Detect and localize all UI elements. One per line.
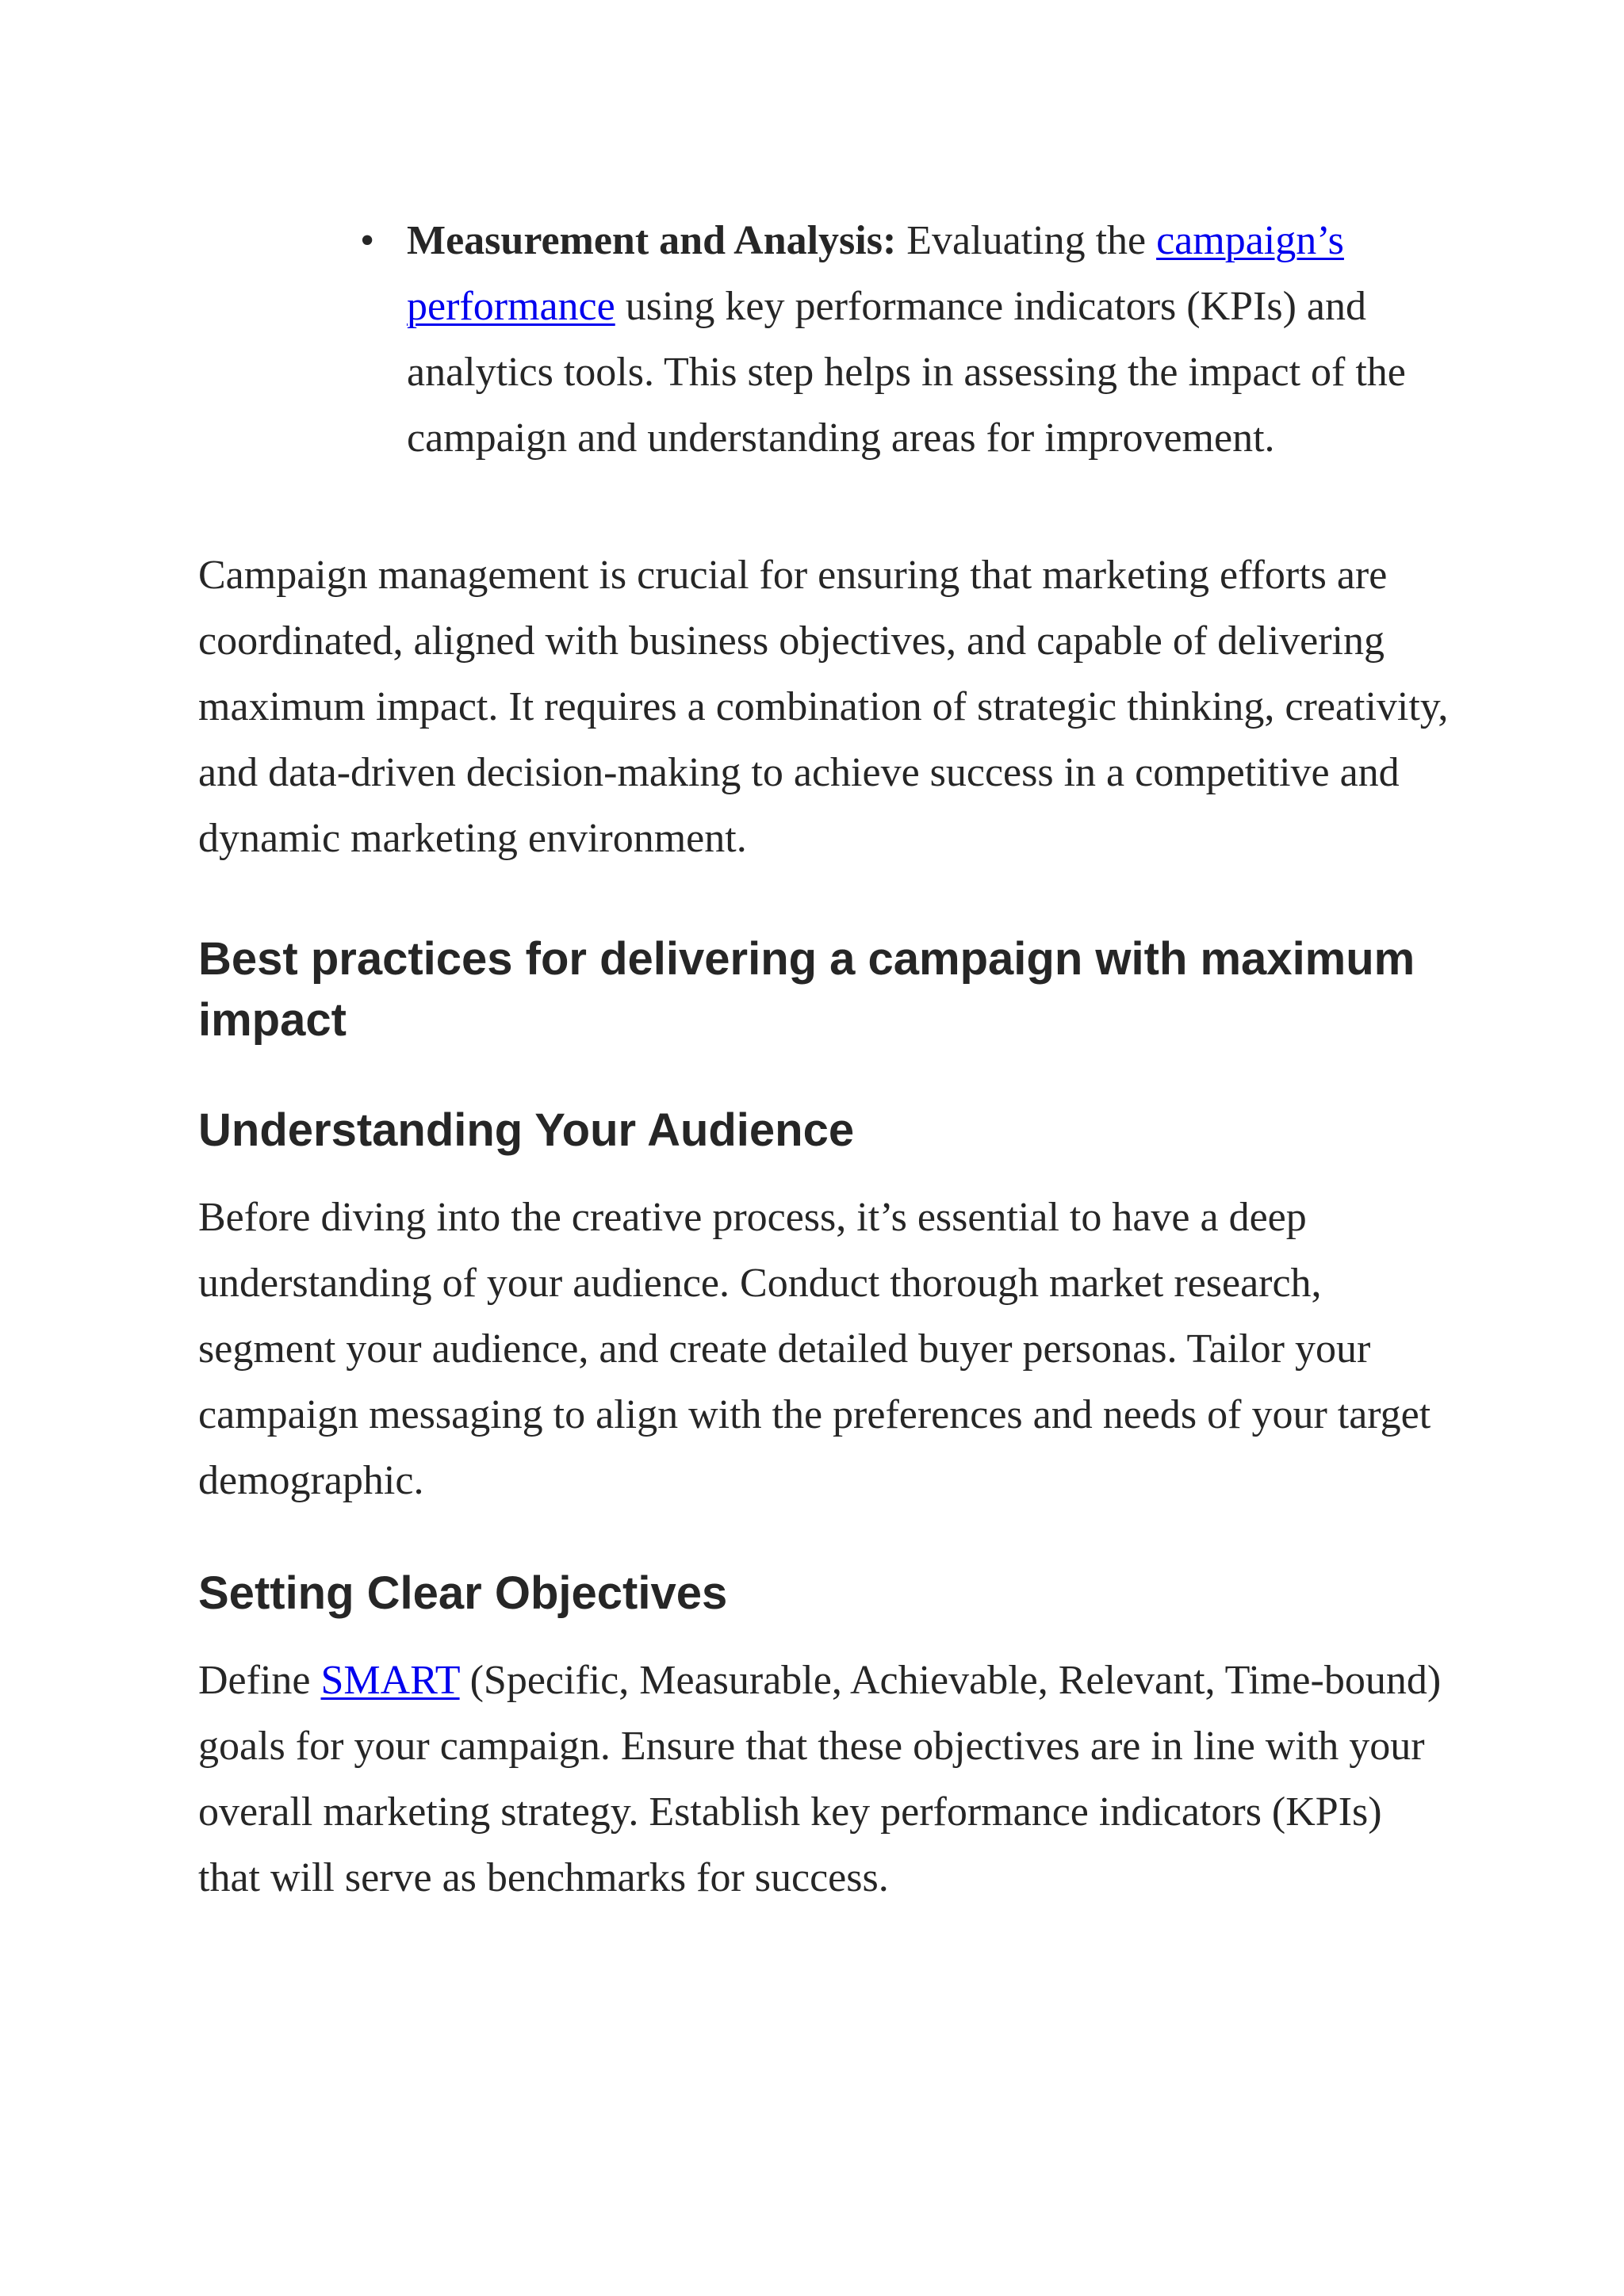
objectives-paragraph bbox=[198, 1647, 1451, 1911]
campaign-performance-link[interactable]: campaign’s performance bbox=[407, 218, 1344, 329]
campaign-management-paragraph: Campaign management is crucial for ensuring that marketing efforts are coordinated, aligned with business objectives, and capable of delivering maximum impact. It requires a combination of strategic thinking, creativity, and data-driven decision-making to achieve success in a competitive and dynamic marketing environment. bbox=[198, 553, 1449, 861]
audience-heading: Understanding Your Audience bbox=[198, 1104, 855, 1156]
list-item-label: Measurement and Analysis: bbox=[407, 218, 897, 263]
audience-paragraph: Before diving into the creative process, it’s essential to have a deep understanding of your audience. Conduct thorough market research, segment your audience, and create detailed buyer personas. Tailor your campaign messaging to align with the preferences and needs of your target demographic. bbox=[198, 1195, 1431, 1503]
smart-link[interactable]: SMART bbox=[320, 1658, 460, 1703]
document-page bbox=[198, 208, 1451, 1911]
list-item-text-start: Evaluating the bbox=[896, 218, 1157, 263]
list-item bbox=[360, 208, 1451, 471]
bullet-list bbox=[198, 208, 1451, 471]
list-item-text-end: using key performance indicators (KPIs) and analytics tools. This step helps in assessing the impact of the campaign and understanding areas for improvement. bbox=[407, 284, 1406, 461]
objectives-text-start: Define bbox=[198, 1658, 321, 1703]
objectives-heading: Setting Clear Objectives bbox=[198, 1567, 728, 1619]
best-practices-heading: Best practices for delivering a campaign with maximum impact bbox=[198, 933, 1415, 1046]
bullet-dot-icon: • bbox=[360, 218, 375, 263]
objectives-text-end: (Specific, Measurable, Achievable, Relevant, Time-bound) goals for your campaign. Ensure that these objectives are in line with your overall marketing strategy. Establish key performance indicators (KPIs) that will serve as benchmarks for success. bbox=[198, 1658, 1442, 1900]
